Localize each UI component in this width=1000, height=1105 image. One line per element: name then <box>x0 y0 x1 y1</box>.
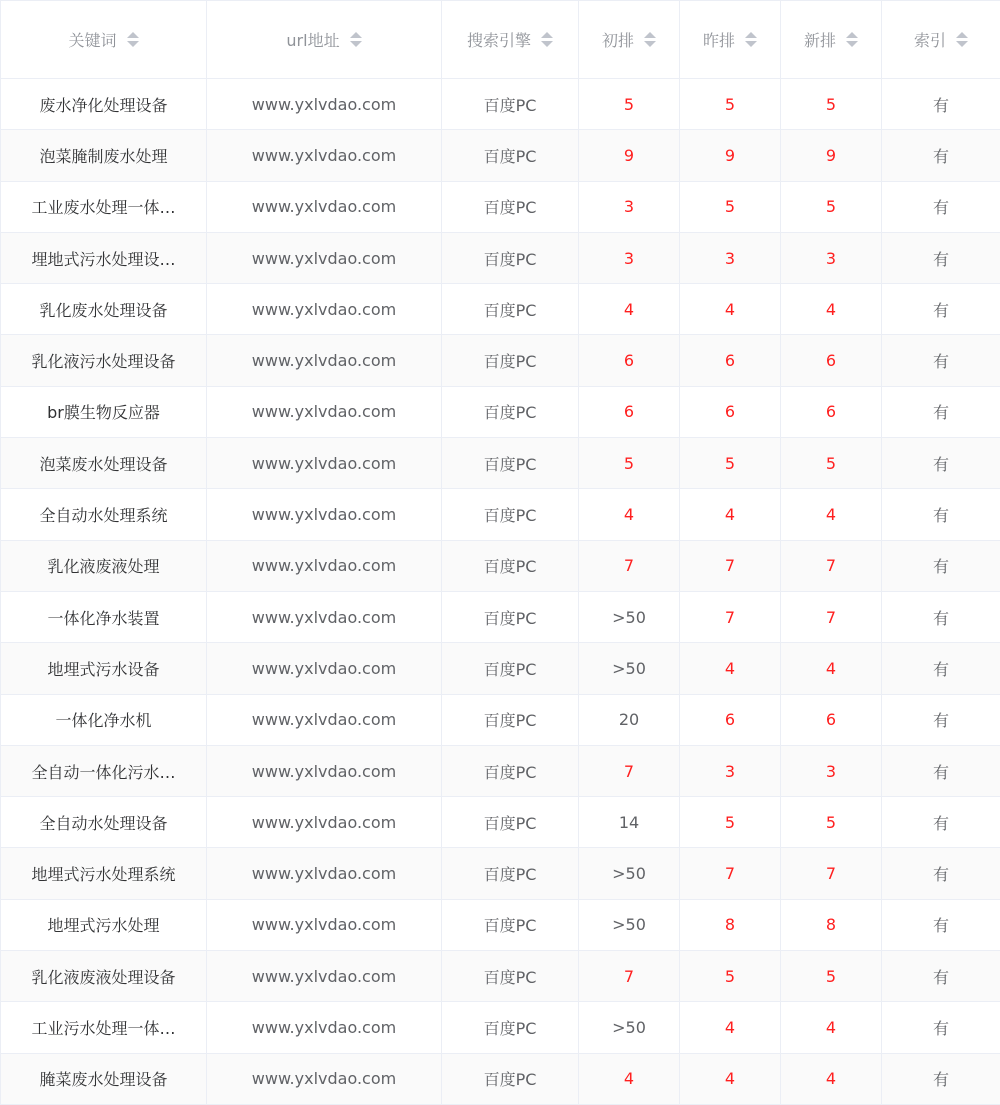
url-cell: www.yxlvdao.com <box>207 335 442 386</box>
table-row <box>1 694 1000 745</box>
table-row <box>1 335 1000 386</box>
engine-cell: 百度PC <box>442 130 579 181</box>
keyword-cell: 废水净化处理设备 <box>1 79 207 130</box>
column-header-label: 搜索引擎 <box>467 28 531 51</box>
new-cell: 4 <box>781 643 882 694</box>
table-row <box>1 79 1000 130</box>
new-cell: 5 <box>781 797 882 848</box>
yesterday-cell: 8 <box>680 899 781 950</box>
sort-ascending-icon[interactable] <box>956 32 968 38</box>
yesterday-cell: 5 <box>680 951 781 1002</box>
keyword-cell: 泡菜腌制废水处理 <box>1 130 207 181</box>
sort-caret-icon[interactable] <box>127 32 139 47</box>
yesterday-cell: 3 <box>680 232 781 283</box>
url-cell: www.yxlvdao.com <box>207 130 442 181</box>
initial-cell: 5 <box>579 79 680 130</box>
engine-cell: 百度PC <box>442 232 579 283</box>
table-body <box>1 79 1000 1105</box>
sort-ascending-icon[interactable] <box>846 32 858 38</box>
url-cell: www.yxlvdao.com <box>207 540 442 591</box>
initial-cell: 7 <box>579 745 680 796</box>
yesterday-cell: 7 <box>680 540 781 591</box>
column-header-label: 昨排 <box>703 28 735 51</box>
engine-cell: 百度PC <box>442 540 579 591</box>
yesterday-cell: 7 <box>680 848 781 899</box>
header-row <box>1 1 1000 79</box>
engine-cell: 百度PC <box>442 79 579 130</box>
new-cell: 5 <box>781 79 882 130</box>
engine-cell: 百度PC <box>442 386 579 437</box>
keyword-cell: 乳化液废液处理设备 <box>1 951 207 1002</box>
column-header-content <box>914 28 968 51</box>
initial-cell: 9 <box>579 130 680 181</box>
initial-cell: >50 <box>579 848 680 899</box>
yesterday-cell: 4 <box>680 1002 781 1053</box>
table-row <box>1 1002 1000 1053</box>
column-header-yesterday[interactable] <box>680 1 781 79</box>
url-cell: www.yxlvdao.com <box>207 232 442 283</box>
engine-cell: 百度PC <box>442 899 579 950</box>
sort-descending-icon[interactable] <box>127 41 139 47</box>
url-cell: www.yxlvdao.com <box>207 848 442 899</box>
yesterday-cell: 6 <box>680 386 781 437</box>
new-cell: 8 <box>781 899 882 950</box>
sort-ascending-icon[interactable] <box>541 32 553 38</box>
keyword-cell: 乳化液污水处理设备 <box>1 335 207 386</box>
keyword-cell: 乳化液废液处理 <box>1 540 207 591</box>
engine-cell: 百度PC <box>442 489 579 540</box>
index-cell: 有 <box>882 284 1000 335</box>
engine-cell: 百度PC <box>442 745 579 796</box>
column-header-label: url地址 <box>286 28 339 51</box>
initial-cell: 20 <box>579 694 680 745</box>
sort-descending-icon[interactable] <box>350 41 362 47</box>
table-row <box>1 232 1000 283</box>
url-cell: www.yxlvdao.com <box>207 643 442 694</box>
initial-cell: 14 <box>579 797 680 848</box>
column-header-content <box>68 28 138 51</box>
keyword-cell: 一体化净水机 <box>1 694 207 745</box>
initial-cell: 7 <box>579 951 680 1002</box>
column-header-content <box>703 28 757 51</box>
index-cell: 有 <box>882 1002 1000 1053</box>
keyword-cell: 地埋式污水处理系统 <box>1 848 207 899</box>
engine-cell: 百度PC <box>442 951 579 1002</box>
column-header-engine[interactable] <box>442 1 579 79</box>
index-cell: 有 <box>882 1053 1000 1104</box>
keyword-cell: 乳化废水处理设备 <box>1 284 207 335</box>
initial-cell: 4 <box>579 489 680 540</box>
table-row <box>1 540 1000 591</box>
table-row <box>1 489 1000 540</box>
engine-cell: 百度PC <box>442 1053 579 1104</box>
yesterday-cell: 5 <box>680 438 781 489</box>
column-header-content <box>602 28 656 51</box>
yesterday-cell: 4 <box>680 284 781 335</box>
url-cell: www.yxlvdao.com <box>207 284 442 335</box>
table-row <box>1 130 1000 181</box>
engine-cell: 百度PC <box>442 1002 579 1053</box>
index-cell: 有 <box>882 438 1000 489</box>
url-cell: www.yxlvdao.com <box>207 1053 442 1104</box>
sort-caret-icon[interactable] <box>846 32 858 47</box>
index-cell: 有 <box>882 899 1000 950</box>
index-cell: 有 <box>882 694 1000 745</box>
table-row <box>1 643 1000 694</box>
sort-ascending-icon[interactable] <box>350 32 362 38</box>
url-cell: www.yxlvdao.com <box>207 438 442 489</box>
sort-caret-icon[interactable] <box>956 32 968 47</box>
sort-caret-icon[interactable] <box>644 32 656 47</box>
initial-cell: >50 <box>579 643 680 694</box>
sort-descending-icon[interactable] <box>745 41 757 47</box>
sort-caret-icon[interactable] <box>541 32 553 47</box>
url-cell: www.yxlvdao.com <box>207 797 442 848</box>
url-cell: www.yxlvdao.com <box>207 489 442 540</box>
new-cell: 6 <box>781 335 882 386</box>
engine-cell: 百度PC <box>442 848 579 899</box>
table-row <box>1 951 1000 1002</box>
yesterday-cell: 6 <box>680 694 781 745</box>
index-cell: 有 <box>882 745 1000 796</box>
table-row <box>1 284 1000 335</box>
sort-descending-icon[interactable] <box>541 41 553 47</box>
index-cell: 有 <box>882 335 1000 386</box>
url-cell: www.yxlvdao.com <box>207 386 442 437</box>
table-row <box>1 848 1000 899</box>
yesterday-cell: 4 <box>680 643 781 694</box>
engine-cell: 百度PC <box>442 181 579 232</box>
url-cell: www.yxlvdao.com <box>207 79 442 130</box>
engine-cell: 百度PC <box>442 335 579 386</box>
index-cell: 有 <box>882 951 1000 1002</box>
sort-descending-icon[interactable] <box>644 41 656 47</box>
initial-cell: 5 <box>579 438 680 489</box>
index-cell: 有 <box>882 591 1000 642</box>
index-cell: 有 <box>882 489 1000 540</box>
initial-cell: >50 <box>579 591 680 642</box>
initial-cell: 4 <box>579 1053 680 1104</box>
index-cell: 有 <box>882 848 1000 899</box>
yesterday-cell: 7 <box>680 591 781 642</box>
new-cell: 9 <box>781 130 882 181</box>
column-header-index[interactable] <box>882 1 1000 79</box>
url-cell: www.yxlvdao.com <box>207 899 442 950</box>
column-header-label: 新排 <box>804 28 836 51</box>
new-cell: 7 <box>781 540 882 591</box>
keyword-cell: 一体化净水装置 <box>1 591 207 642</box>
column-header-keyword[interactable] <box>1 1 207 79</box>
index-cell: 有 <box>882 386 1000 437</box>
yesterday-cell: 6 <box>680 335 781 386</box>
new-cell: 7 <box>781 591 882 642</box>
table-row <box>1 591 1000 642</box>
sort-caret-icon[interactable] <box>745 32 757 47</box>
new-cell: 6 <box>781 694 882 745</box>
url-cell: www.yxlvdao.com <box>207 1002 442 1053</box>
index-cell: 有 <box>882 643 1000 694</box>
new-cell: 3 <box>781 745 882 796</box>
new-cell: 5 <box>781 438 882 489</box>
yesterday-cell: 5 <box>680 797 781 848</box>
initial-cell: 4 <box>579 284 680 335</box>
table-header <box>1 1 1000 79</box>
url-cell: www.yxlvdao.com <box>207 591 442 642</box>
index-cell: 有 <box>882 130 1000 181</box>
initial-cell: 3 <box>579 181 680 232</box>
column-header-content <box>286 28 361 51</box>
engine-cell: 百度PC <box>442 284 579 335</box>
keyword-cell: 工业废水处理一体… <box>1 181 207 232</box>
new-cell: 4 <box>781 1002 882 1053</box>
new-cell: 4 <box>781 284 882 335</box>
initial-cell: 6 <box>579 386 680 437</box>
index-cell: 有 <box>882 232 1000 283</box>
url-cell: www.yxlvdao.com <box>207 745 442 796</box>
keyword-cell: 全自动水处理系统 <box>1 489 207 540</box>
new-cell: 4 <box>781 489 882 540</box>
yesterday-cell: 5 <box>680 79 781 130</box>
keyword-cell: 腌菜废水处理设备 <box>1 1053 207 1104</box>
url-cell: www.yxlvdao.com <box>207 181 442 232</box>
table-row <box>1 181 1000 232</box>
index-cell: 有 <box>882 79 1000 130</box>
initial-cell: 6 <box>579 335 680 386</box>
initial-cell: 3 <box>579 232 680 283</box>
url-cell: www.yxlvdao.com <box>207 951 442 1002</box>
url-cell: www.yxlvdao.com <box>207 694 442 745</box>
column-header-label: 索引 <box>914 28 946 51</box>
initial-cell: 7 <box>579 540 680 591</box>
table-row <box>1 899 1000 950</box>
sort-ascending-icon[interactable] <box>644 32 656 38</box>
index-cell: 有 <box>882 797 1000 848</box>
column-header-label: 关键词 <box>68 28 116 51</box>
table-row <box>1 797 1000 848</box>
keyword-cell: 工业污水处理一体… <box>1 1002 207 1053</box>
new-cell: 5 <box>781 181 882 232</box>
sort-ascending-icon[interactable] <box>745 32 757 38</box>
engine-cell: 百度PC <box>442 694 579 745</box>
keyword-cell: br膜生物反应器 <box>1 386 207 437</box>
new-cell: 6 <box>781 386 882 437</box>
column-header-content <box>467 28 553 51</box>
initial-cell: >50 <box>579 899 680 950</box>
table-row <box>1 438 1000 489</box>
keyword-cell: 埋地式污水处理设… <box>1 232 207 283</box>
sort-caret-icon[interactable] <box>350 32 362 47</box>
initial-cell: >50 <box>579 1002 680 1053</box>
keyword-cell: 地埋式污水设备 <box>1 643 207 694</box>
column-header-new[interactable] <box>781 1 882 79</box>
table-row <box>1 1053 1000 1104</box>
yesterday-cell: 9 <box>680 130 781 181</box>
keyword-cell: 全自动一体化污水… <box>1 745 207 796</box>
engine-cell: 百度PC <box>442 438 579 489</box>
new-cell: 5 <box>781 951 882 1002</box>
index-cell: 有 <box>882 181 1000 232</box>
sort-ascending-icon[interactable] <box>127 32 139 38</box>
keyword-cell: 地埋式污水处理 <box>1 899 207 950</box>
new-cell: 7 <box>781 848 882 899</box>
column-header-url[interactable] <box>207 1 442 79</box>
engine-cell: 百度PC <box>442 797 579 848</box>
column-header-label: 初排 <box>602 28 634 51</box>
column-header-initial[interactable] <box>579 1 680 79</box>
keyword-cell: 泡菜废水处理设备 <box>1 438 207 489</box>
new-cell: 3 <box>781 232 882 283</box>
column-header-content <box>804 28 858 51</box>
table-row <box>1 745 1000 796</box>
sort-descending-icon[interactable] <box>956 41 968 47</box>
keyword-cell: 全自动水处理设备 <box>1 797 207 848</box>
yesterday-cell: 5 <box>680 181 781 232</box>
new-cell: 4 <box>781 1053 882 1104</box>
engine-cell: 百度PC <box>442 643 579 694</box>
index-cell: 有 <box>882 540 1000 591</box>
yesterday-cell: 4 <box>680 489 781 540</box>
yesterday-cell: 3 <box>680 745 781 796</box>
yesterday-cell: 4 <box>680 1053 781 1104</box>
table-row <box>1 386 1000 437</box>
sort-descending-icon[interactable] <box>846 41 858 47</box>
engine-cell: 百度PC <box>442 591 579 642</box>
